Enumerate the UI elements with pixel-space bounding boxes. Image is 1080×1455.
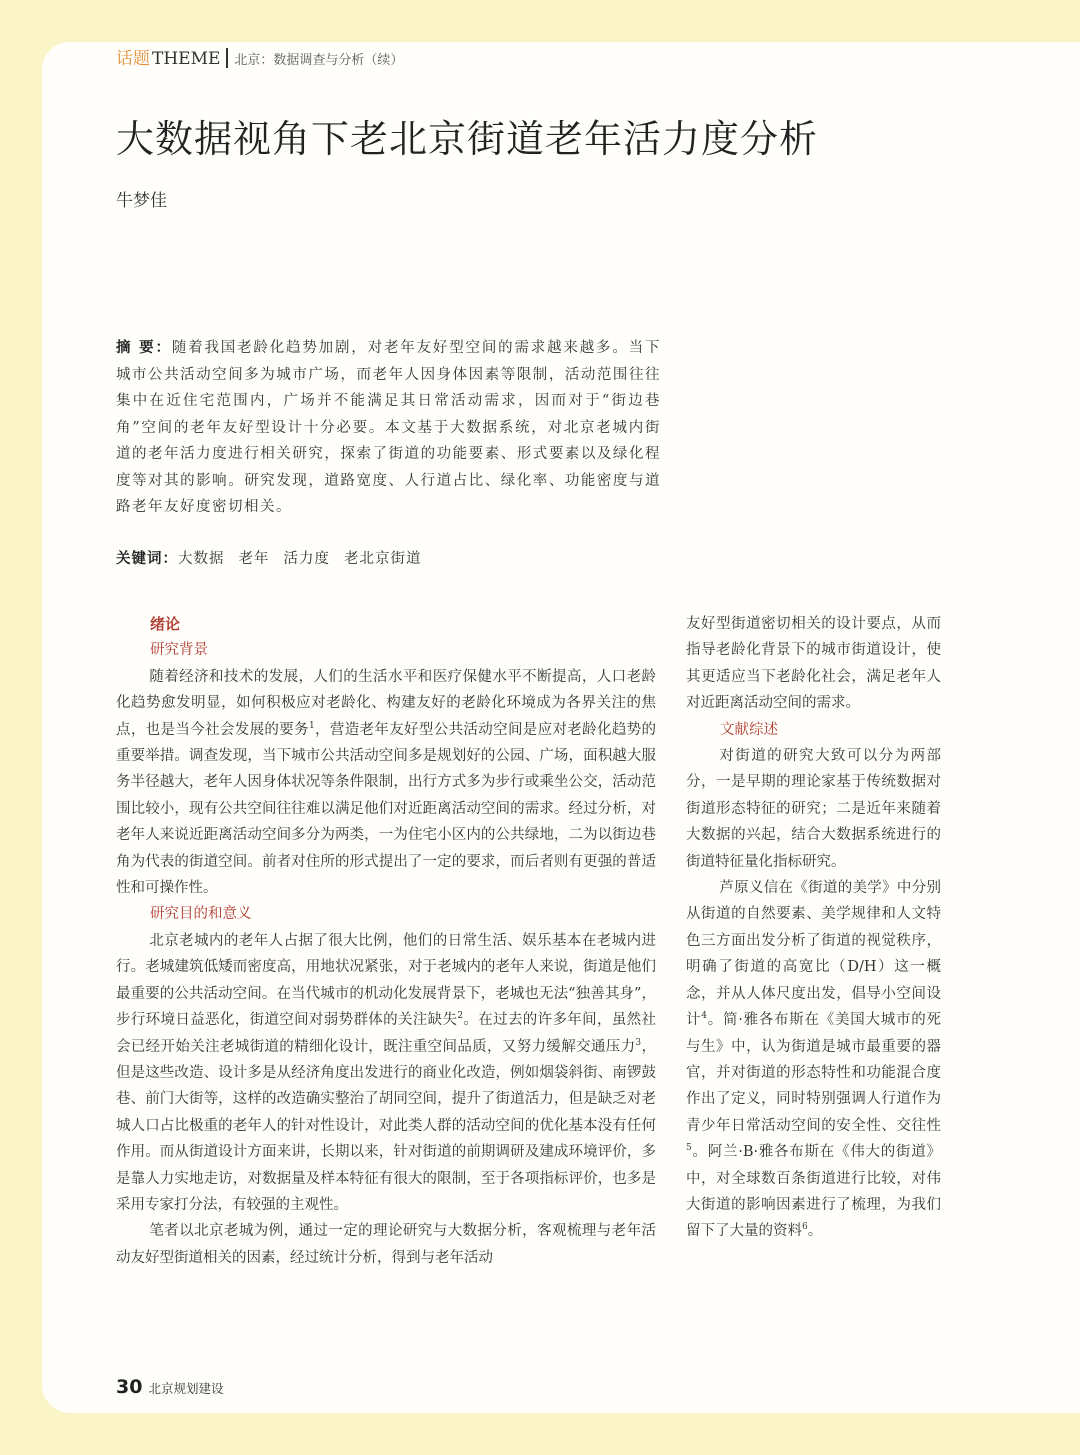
paragraph-review-overview: 对街道的研究大致可以分为两部分，一是早期的理论家基于传统数据对街道形态特征的研究；二是近年来随着大数据的兴起，结合大数据系统进行的街道特征量化指标研究。 <box>686 748 941 870</box>
paragraph-background: 随着经济和技术的发展，人们的生活水平和医疗保健水平不断提高，人口老龄化趋势愈发明显，如何积极应对老龄化、构建友好的老龄化环境成为各界关注的焦点，也是当今社会发展的要务$^1$，营造老年友好型公共活动空间是应对老龄化趋势的重要举措。调查发现，当下城市公共活动空间多是规划好的公园、广场，面积越大服务半径越大，老年人因身体状况等条件限制，出行方式多为步行或乘坐公交，活动范围比较小，现有公共空间往往难以满足他们对近距离活动空间的需求。经过分析，对老年人来说近距离活动空间多分为两类，一为住宅小区内的公共绿地，二为以街边巷角为代表的街道空间。前者对住所的形式提出了一定的要求，而后者则有更强的普适性和可操作性。 <box>116 668 657 897</box>
heading-introduction: 绪论 <box>150 615 181 633</box>
keyword: 大数据 <box>178 551 225 567</box>
footnote-ref: 2 <box>457 1011 464 1022</box>
keyword: 活力度 <box>283 551 330 567</box>
abstract-text: 随着我国老龄化趋势加剧，对老年友好型空间的需求越来越多。当下城市公共活动空间多为城市广场，而老年人因身体因素等限制，活动范围往往集中在近住宅范围内，广场并不能满足其日常活动需求，因而对于“街边巷角”空间的老年友好型设计十分必要。本文基于大数据系统，对北京老城内街道的老年活力度进行相关研究，探索了街道的功能要素、形式要素以及绿化程度等对其的影响。研究发现，道路宽度、人行道占比、绿化率、功能密度与道路老年友好度密切相关。 <box>116 340 661 515</box>
body-column-right <box>686 611 941 1245</box>
heading-purpose: 研究目的和意义 <box>150 906 252 923</box>
section-name: 北京：数据调查与分析（续） <box>234 53 404 68</box>
theme-tag: THEME <box>152 49 221 69</box>
paragraph-approach: 笔者以北京老城为例，通过一定的理论研究与大数据分析，客观梳理与老年活动友好型街道相关的因素，经过统计分析，得到与老年活动 <box>116 1223 656 1266</box>
author-name: 牛梦佳 <box>116 191 167 211</box>
paragraph-approach-continued <box>686 611 941 717</box>
footnote-ref: 5 <box>686 1143 692 1154</box>
abstract-label: 摘 要： <box>116 340 172 356</box>
heading-literature-review: 文献综述 <box>720 721 778 738</box>
running-header <box>116 47 403 73</box>
keyword: 老北京街道 <box>344 551 422 567</box>
keywords <box>116 546 661 572</box>
page-number: 30 <box>116 1376 143 1398</box>
page-footer <box>116 1376 223 1398</box>
body-column-left <box>116 611 656 1271</box>
topic-tag: 话题 <box>116 49 150 69</box>
paragraph-purpose: 北京老城内的老年人占据了很大比例，他们的日常生活、娱乐基本在老城内进行。老城建筑低矮而密度高，用地状况紧张，对于老城内的老年人来说，街道是他们最重要的公共活动空间。在当代城市的机动化发展背景下，老城也无法“独善其身”，步行环境日益恶化，街道空间对弱势群体的关注缺失$^2$。在过去的许多年间，虽然社会已经开始关注老城街道的精细化设计，既注重空间品质，又努力缓解交通压力$^3$，但是这些改造、设计多是从经济角度出发进行的商业化改造，例如烟袋斜街、南锣鼓巷、前门大街等，这样的改造确实整治了胡同空间，提升了街道活力，但是缺乏对老城人口占比极重的老年人的针对性设计，对此类人群的活动空间的优化基本没有任何作用。而从街道设计方面来讲，长期以来，针对街道的前期调研及建成环境评价，多是靠人力实地走访，对数据量及样本特征有很大的限制，至于各项指标评价，也多是采用专家打分法，有较强的主观性。 <box>116 932 657 1213</box>
footnote-ref: 3 <box>635 1037 642 1048</box>
footnote-ref: 4 <box>701 1011 707 1022</box>
approach-continuation: 友好型街道密切相关的设计要点，从而指导老龄化背景下的城市街道设计，使其更适应当下老龄化社会，满足老年人对近距离活动空间的需求。 <box>686 616 941 712</box>
footnote-ref: 6 <box>802 1222 808 1233</box>
keywords-label: 关键词： <box>116 551 178 567</box>
abstract <box>116 335 661 521</box>
footnote-ref: 1 <box>308 720 315 731</box>
paragraph-review-details: 芦原义信在《街道的美学》中分别从街道的自然要素、美学规律和人文特色三方面出发分析了街道的视觉秩序，明确了街道的高宽比（D/H）这一概念，并从人体尺度出发，倡导小空间设计$^4$。简·雅各布斯在《美国大城市的死与生》中，认为街道是城市最重要的器官，并对街道的形态特性和功能混合度作出了定义，同时特别强调人行道作为青少年日常活动空间的安全性、交往性$^5$。阿兰·B·雅各布斯在《伟大的街道》中，对全球数百条街道进行比较，对伟大街道的影响因素进行了梳理，为我们留下了大量的资料$^6$。 <box>686 880 942 1240</box>
header-divider <box>226 48 228 68</box>
keyword: 老年 <box>238 551 270 567</box>
journal-name: 北京规划建设 <box>148 1381 224 1396</box>
heading-background: 研究背景 <box>150 642 208 659</box>
article-title: 大数据视角下老北京街道老年活力度分析 <box>116 117 819 161</box>
